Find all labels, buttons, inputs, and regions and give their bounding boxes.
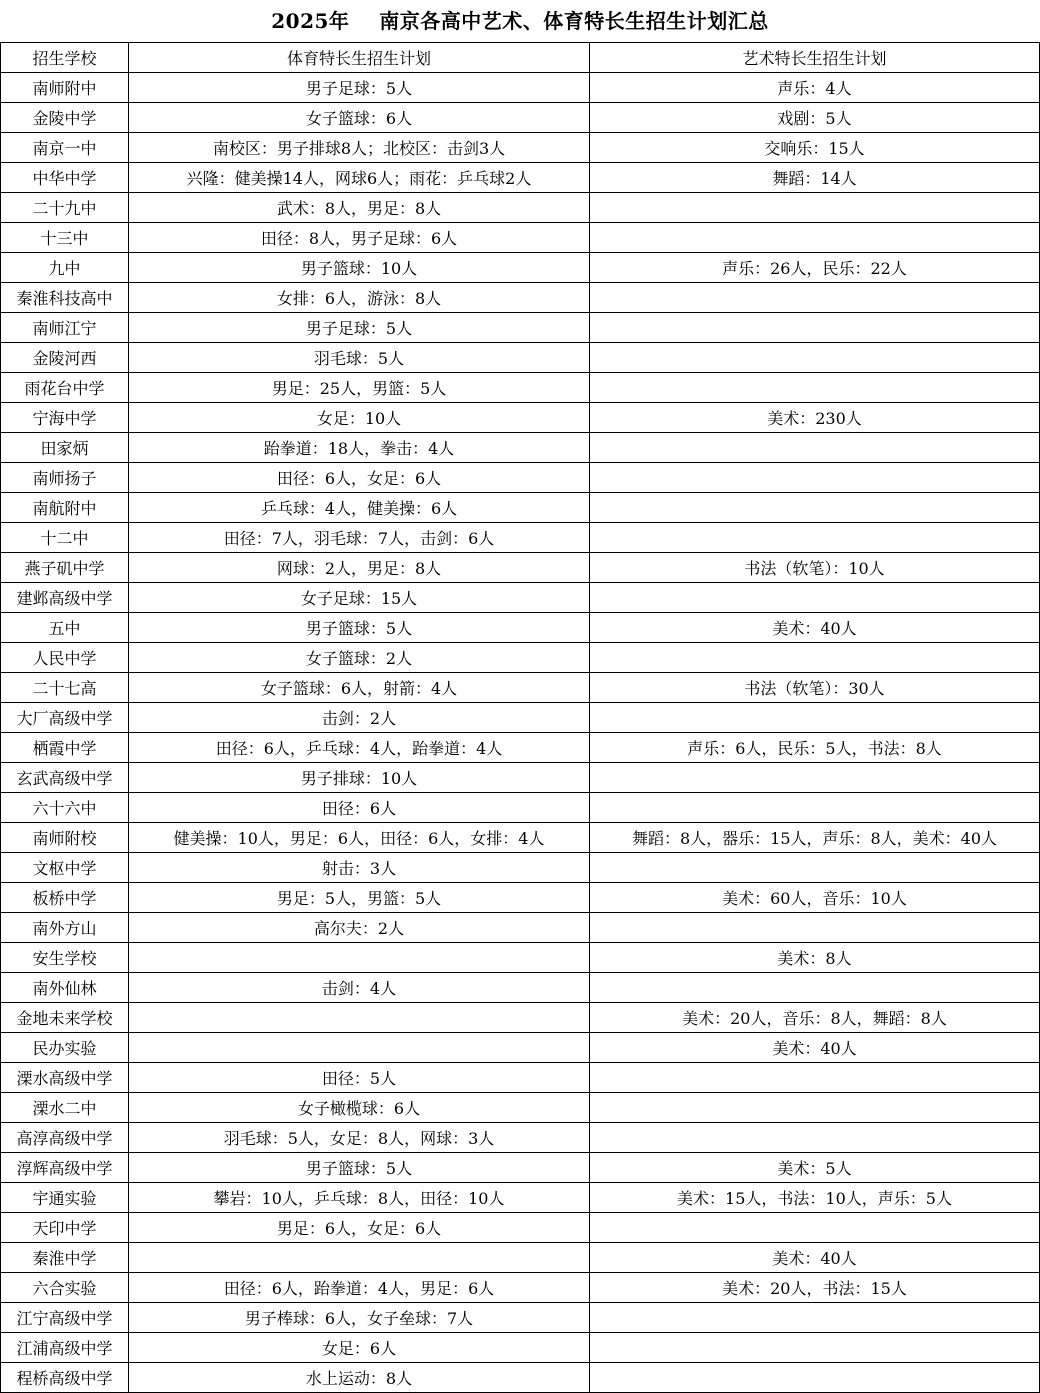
sports-plan-cell: 女足：10人 (129, 403, 590, 433)
school-cell: 人民中学 (1, 643, 129, 673)
sports-plan-cell: 网球：2人，男足：8人 (129, 553, 590, 583)
table-row (1, 733, 1040, 763)
table-row (1, 763, 1040, 793)
table-row (1, 673, 1040, 703)
arts-plan-cell (590, 1333, 1040, 1363)
arts-plan-cell (590, 1303, 1040, 1333)
arts-plan-cell: 书法（软笔）：10人 (590, 553, 1040, 583)
school-cell: 江宁高级中学 (1, 1303, 129, 1333)
school-cell: 溧水二中 (1, 1093, 129, 1123)
sports-plan-cell: 男子棒球：6人，女子垒球：7人 (129, 1303, 590, 1333)
school-cell: 秦淮科技高中 (1, 283, 129, 313)
school-cell: 板桥中学 (1, 883, 129, 913)
table-row (1, 373, 1040, 403)
table-row (1, 703, 1040, 733)
sports-plan-cell: 男足：6人，女足：6人 (129, 1213, 590, 1243)
sports-plan-cell: 男足：5人，男篮：5人 (129, 883, 590, 913)
school-cell: 田家炳 (1, 433, 129, 463)
arts-plan-cell (590, 853, 1040, 883)
school-cell: 金地未来学校 (1, 1003, 129, 1033)
school-cell: 十三中 (1, 223, 129, 253)
table-row (1, 583, 1040, 613)
table-body (1, 73, 1040, 1393)
table-row (1, 223, 1040, 253)
header-sports-plan: 体育特长生招生计划 (129, 43, 590, 73)
table-row (1, 343, 1040, 373)
sports-plan-cell: 击剑：4人 (129, 973, 590, 1003)
table-row (1, 823, 1040, 853)
sports-plan-cell: 田径：6人 (129, 793, 590, 823)
sports-plan-cell: 女子篮球：6人，射箭：4人 (129, 673, 590, 703)
sports-plan-cell: 女足：6人 (129, 1333, 590, 1363)
sports-plan-cell: 男足：25人，男篮：5人 (129, 373, 590, 403)
table-row (1, 613, 1040, 643)
school-cell: 六十六中 (1, 793, 129, 823)
table-row (1, 1243, 1040, 1273)
school-cell: 燕子矶中学 (1, 553, 129, 583)
school-cell: 宇通实验 (1, 1183, 129, 1213)
school-cell: 南师江宁 (1, 313, 129, 343)
arts-plan-cell (590, 1063, 1040, 1093)
school-cell: 江浦高级中学 (1, 1333, 129, 1363)
arts-plan-cell: 声乐：26人，民乐：22人 (590, 253, 1040, 283)
table-row (1, 403, 1040, 433)
arts-plan-cell: 美术：20人，音乐：8人，舞蹈：8人 (590, 1003, 1040, 1033)
school-cell: 建邺高级中学 (1, 583, 129, 613)
sports-plan-cell: 女子篮球：2人 (129, 643, 590, 673)
school-cell: 南师附校 (1, 823, 129, 853)
sports-plan-cell: 攀岩：10人，乒乓球：8人，田径：10人 (129, 1183, 590, 1213)
school-cell: 南航附中 (1, 493, 129, 523)
school-cell: 南师附中 (1, 73, 129, 103)
page-title: 2025年 南京各高中艺术、体育特长生招生计划汇总 (271, 9, 769, 33)
arts-plan-cell (590, 793, 1040, 823)
school-cell: 九中 (1, 253, 129, 283)
header-row (1, 43, 1040, 73)
table-row (1, 1183, 1040, 1213)
sports-plan-cell: 田径：7人，羽毛球：7人，击剑：6人 (129, 523, 590, 553)
sports-plan-cell (129, 1243, 590, 1273)
sports-plan-cell: 健美操：10人，男足：6人，田径：6人，女排：4人 (129, 823, 590, 853)
arts-plan-cell: 声乐：6人，民乐：5人，书法：8人 (590, 733, 1040, 763)
school-cell: 宁海中学 (1, 403, 129, 433)
school-cell: 南京一中 (1, 133, 129, 163)
school-cell: 五中 (1, 613, 129, 643)
sports-plan-cell: 击剑：2人 (129, 703, 590, 733)
school-cell: 中华中学 (1, 163, 129, 193)
arts-plan-cell (590, 763, 1040, 793)
school-cell: 十二中 (1, 523, 129, 553)
school-cell: 民办实验 (1, 1033, 129, 1063)
school-cell: 高淳高级中学 (1, 1123, 129, 1153)
table-row (1, 1063, 1040, 1093)
arts-plan-cell (590, 973, 1040, 1003)
table-row (1, 1033, 1040, 1063)
table-row (1, 943, 1040, 973)
sports-plan-cell: 男子篮球：10人 (129, 253, 590, 283)
arts-plan-cell (590, 283, 1040, 313)
table-row (1, 493, 1040, 523)
arts-plan-cell (590, 643, 1040, 673)
table-row (1, 433, 1040, 463)
sports-plan-cell: 田径：6人，乒乓球：4人，跆拳道：4人 (129, 733, 590, 763)
school-cell: 金陵中学 (1, 103, 129, 133)
table-row (1, 1003, 1040, 1033)
table-row (1, 163, 1040, 193)
school-cell: 淳辉高级中学 (1, 1153, 129, 1183)
table-row (1, 253, 1040, 283)
school-cell: 栖霞中学 (1, 733, 129, 763)
arts-plan-cell (590, 1093, 1040, 1123)
school-cell: 天印中学 (1, 1213, 129, 1243)
table-row (1, 103, 1040, 133)
table-row (1, 463, 1040, 493)
sports-plan-cell: 南校区：男子排球8人；北校区：击剑3人 (129, 133, 590, 163)
school-cell: 南外方山 (1, 913, 129, 943)
sports-plan-cell: 兴隆：健美操14人，网球6人；雨花：乒乓球2人 (129, 163, 590, 193)
arts-plan-cell (590, 433, 1040, 463)
sports-plan-cell: 羽毛球：5人 (129, 343, 590, 373)
arts-plan-cell: 美术：5人 (590, 1153, 1040, 1183)
table-row (1, 1333, 1040, 1363)
table-row (1, 913, 1040, 943)
sports-plan-cell: 男子足球：5人 (129, 73, 590, 103)
school-cell: 六合实验 (1, 1273, 129, 1303)
table-row (1, 1123, 1040, 1153)
school-cell: 二十七高 (1, 673, 129, 703)
table-row (1, 193, 1040, 223)
arts-plan-cell (590, 223, 1040, 253)
arts-plan-cell (590, 463, 1040, 493)
arts-plan-cell (590, 523, 1040, 553)
table-row (1, 73, 1040, 103)
sports-plan-cell: 男子篮球：5人 (129, 613, 590, 643)
table-row (1, 1213, 1040, 1243)
arts-plan-cell: 美术：8人 (590, 943, 1040, 973)
sports-plan-cell (129, 943, 590, 973)
sports-plan-cell (129, 1003, 590, 1033)
sports-plan-cell: 田径：5人 (129, 1063, 590, 1093)
table-row (1, 1303, 1040, 1333)
school-cell: 安生学校 (1, 943, 129, 973)
table-row (1, 283, 1040, 313)
header-school: 招生学校 (1, 43, 129, 73)
school-cell: 大厂高级中学 (1, 703, 129, 733)
table-row (1, 313, 1040, 343)
table-row (1, 643, 1040, 673)
arts-plan-cell (590, 373, 1040, 403)
school-cell: 二十九中 (1, 193, 129, 223)
arts-plan-cell: 戏剧：5人 (590, 103, 1040, 133)
table-row (1, 523, 1040, 553)
sports-plan-cell: 男子排球：10人 (129, 763, 590, 793)
arts-plan-cell (590, 313, 1040, 343)
arts-plan-cell (590, 583, 1040, 613)
arts-plan-cell: 美术：40人 (590, 613, 1040, 643)
arts-plan-cell (590, 1213, 1040, 1243)
arts-plan-cell: 书法（软笔）：30人 (590, 673, 1040, 703)
sports-plan-cell: 女子足球：15人 (129, 583, 590, 613)
arts-plan-cell: 美术：20人，书法：15人 (590, 1273, 1040, 1303)
sports-plan-cell: 田径：6人，女足：6人 (129, 463, 590, 493)
sports-plan-cell: 水上运动：8人 (129, 1363, 590, 1393)
arts-plan-cell (590, 1123, 1040, 1153)
arts-plan-cell (590, 703, 1040, 733)
school-cell: 雨花台中学 (1, 373, 129, 403)
arts-plan-cell: 舞蹈：8人，器乐：15人，声乐：8人，美术：40人 (590, 823, 1040, 853)
arts-plan-cell: 舞蹈：14人 (590, 163, 1040, 193)
sports-plan-cell: 跆拳道：18人，拳击：4人 (129, 433, 590, 463)
table-row (1, 553, 1040, 583)
sports-plan-cell: 女子篮球：6人 (129, 103, 590, 133)
school-cell: 秦淮中学 (1, 1243, 129, 1273)
table-row (1, 1093, 1040, 1123)
arts-plan-cell: 美术：60人，音乐：10人 (590, 883, 1040, 913)
arts-plan-cell: 声乐：4人 (590, 73, 1040, 103)
sports-plan-cell: 女子橄榄球：6人 (129, 1093, 590, 1123)
school-cell: 南外仙林 (1, 973, 129, 1003)
table-row (1, 793, 1040, 823)
school-cell: 金陵河西 (1, 343, 129, 373)
school-cell: 南师扬子 (1, 463, 129, 493)
table-row (1, 133, 1040, 163)
arts-plan-cell (590, 913, 1040, 943)
sports-plan-cell: 田径：6人，跆拳道：4人，男足：6人 (129, 1273, 590, 1303)
sports-plan-cell: 男子篮球：5人 (129, 1153, 590, 1183)
sports-plan-cell: 男子足球：5人 (129, 313, 590, 343)
arts-plan-cell: 美术：40人 (590, 1033, 1040, 1063)
table-row (1, 973, 1040, 1003)
sports-plan-cell: 田径：8人，男子足球：6人 (129, 223, 590, 253)
school-cell: 玄武高级中学 (1, 763, 129, 793)
arts-plan-cell (590, 493, 1040, 523)
arts-plan-cell (590, 193, 1040, 223)
arts-plan-cell (590, 1363, 1040, 1393)
sports-plan-cell: 射击：3人 (129, 853, 590, 883)
header-arts-plan: 艺术特长生招生计划 (590, 43, 1040, 73)
sports-plan-cell (129, 1033, 590, 1063)
arts-plan-cell: 交响乐：15人 (590, 133, 1040, 163)
arts-plan-cell: 美术：230人 (590, 403, 1040, 433)
school-cell: 溧水高级中学 (1, 1063, 129, 1093)
sports-plan-cell: 女排：6人，游泳：8人 (129, 283, 590, 313)
enrollment-table (0, 42, 1040, 1393)
sports-plan-cell: 武术：8人，男足：8人 (129, 193, 590, 223)
school-cell: 程桥高级中学 (1, 1363, 129, 1393)
table-row (1, 1153, 1040, 1183)
arts-plan-cell: 美术：40人 (590, 1243, 1040, 1273)
table-row (1, 1273, 1040, 1303)
sports-plan-cell: 羽毛球：5人，女足：8人，网球：3人 (129, 1123, 590, 1153)
arts-plan-cell: 美术：15人，书法：10人，声乐：5人 (590, 1183, 1040, 1213)
table-row (1, 853, 1040, 883)
sports-plan-cell: 乒乓球：4人，健美操：6人 (129, 493, 590, 523)
arts-plan-cell (590, 343, 1040, 373)
sports-plan-cell: 高尔夫：2人 (129, 913, 590, 943)
table-row (1, 1363, 1040, 1393)
school-cell: 文枢中学 (1, 853, 129, 883)
table-row (1, 883, 1040, 913)
